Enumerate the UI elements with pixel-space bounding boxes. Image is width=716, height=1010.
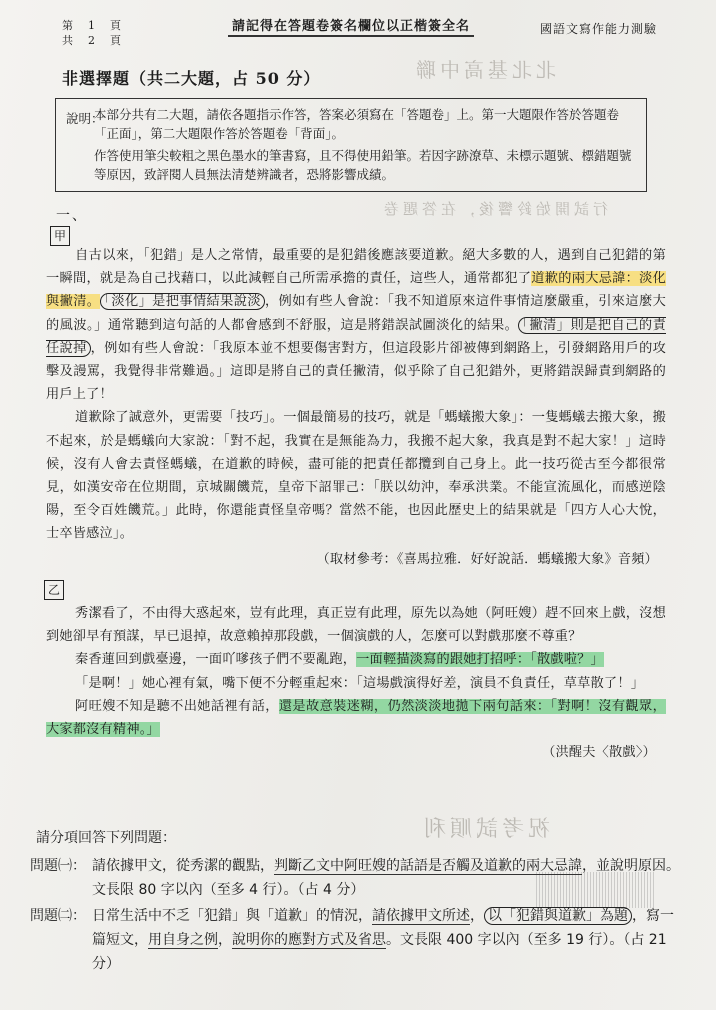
part-one-label: 一、 — [56, 208, 88, 224]
instruction-label: 說明： — [66, 111, 104, 126]
instruction-box — [55, 98, 647, 192]
question-2-text-d: ， — [218, 932, 232, 948]
instruction-paragraph-2: 作答使用筆尖較粗之黑色墨水的筆書寫，且不得使用鉛筆。若因字跡潦草、未標示題號、標錯題號等原因，致評閱人員無法清楚辨識者，恐將影響成績。 — [94, 148, 632, 182]
page-number-current: 第 1 頁 — [62, 19, 123, 32]
question-2-text-b: ， — [470, 908, 484, 924]
passage-b-paragraph-4 — [46, 695, 666, 741]
page-number-total: 共 2 頁 — [62, 34, 123, 47]
question-2-underline-3: 說明你的應對方式及省思 — [232, 932, 386, 948]
question-2-underline-1: 請依據甲文所述 — [372, 908, 470, 924]
question-1-text — [92, 854, 680, 902]
question-1-text-a: 請依據甲文，從秀潔的觀點， — [92, 858, 274, 874]
bleed-through-text-top: 北北基高中聯 — [412, 58, 556, 82]
question-1-underline: 判斷乙文中阿旺嫂的話語是否觸及道歉的兩大忌諱 — [274, 858, 582, 874]
question-2 — [30, 904, 680, 976]
question-2-text-e: 。文長限 400 字以內（至多 19 行）。（占 21 分） — [92, 932, 667, 972]
passage-b-source: （洪醒夫〈散戲〉） — [542, 745, 656, 761]
section-title: 非選擇題（共二大題，占 50 分） — [62, 69, 321, 88]
highlight-apology-taboos: 道歉的兩大忌諱：淡化與撇清。 — [46, 271, 667, 310]
signature-notice: 請記得在答題卷簽名欄位以正楷簽全名 — [228, 14, 474, 37]
passage-b — [46, 602, 666, 764]
instruction-paragraph-1: 本部分共有二大題，請依各題指示作答，答案必須寫在「答題卷」上。第一大題限作答於答題卷「正面」，第二大題限作答於答題卷「背面」。 — [94, 107, 620, 141]
question-1-label: 問題㈠： — [30, 858, 86, 874]
exam-title: 國語文寫作能力測驗 — [540, 22, 658, 36]
question-1-text-b: ，並說明原因。文長限 80 字以內（至多 4 行）。（占 4 分） — [92, 858, 680, 898]
circled-deflect-phrase: 「撇清」則是把自己的責任說掉 — [46, 317, 666, 356]
passage-b-paragraph-2 — [46, 648, 666, 671]
bleed-through-text-mid: 行試開始鈴響後，在答題卷 — [380, 200, 609, 218]
passage-b-paragraph-1: 秀潔看了，不由得大惑起來，豈有此理，真正豈有此理，原先以為她（阿旺嫂）趕不回來上戲，沒想到她卻早有預謀，早已退掉，故意賴掉那段戲，一個演戲的人，怎麼可以對戲那麼不尊重？ — [46, 606, 666, 645]
question-2-circled-title: 以「犯錯與道歉」為題 — [484, 907, 632, 925]
question-1 — [30, 854, 680, 902]
passage-b-label: 乙 — [44, 580, 64, 600]
highlight-feigned-confusion: 還是故意裝迷糊， — [278, 698, 388, 714]
passage-a-label: 甲 — [50, 226, 70, 246]
page-number — [62, 18, 123, 48]
question-2-text-a: 日常生活中不乏「犯錯」與「道歉」的情況， — [92, 908, 372, 924]
passage-a-text-1: 自古以來，「犯錯」是人之常情，最重要的是犯錯後應該要道歉。絕大多數的人，遇到自己犯錯的第一瞬間，就是為自己找藉口，以此減輕自己所需承擔的責任，這些人，通常都犯了 — [46, 248, 666, 287]
questions-intro: 請分項回答下列問題： — [36, 830, 176, 846]
passage-a-source: （取材參考：《喜馬拉雅．好好說話．螞蟻搬大象》音頻） — [316, 551, 658, 567]
passage-a-paragraph-2: 道歉除了誠意外，更需要「技巧」。一個最簡易的技巧，就是「螞蟻搬大象」：一隻螞蟻去搬大象，搬不起來，於是螞蟻向大家說：「對不起，我實在是無能為力，我搬不起大象，我真是對不起大家！」這時候，沒有人會去責怪螞蟻，在道歉的時候，盡可能的把責任都攬到自己身上。此一技巧從古至今都很常見，如漢安帝在位期間，京城關饑荒，皇帝下詔罪己：「朕以幼沖，奉承洪業。不能宣流風化，而感逆陰陽，至令百姓饑荒。」此時，你還能責怪皇帝嗎？當然不能，也因此歷史上的結果就是「四方人心大悅，士卒皆感泣」。 — [46, 410, 666, 542]
passage-b-text-2: 阿旺嫂不知是聽不出她話裡有話， — [75, 698, 279, 714]
passage-a — [46, 244, 666, 571]
passage-a-text-3: ，例如有些人會說：「我原本並不想要傷害對方，但這段影片卻被傳到網路上，引發網路用戶的攻擊及謾罵，我覺得非常難過。」這即是將自己的責任撇清，似乎除了自己犯錯外，更將錯誤歸責到網路的用戶上了！ — [46, 340, 666, 403]
passage-b-paragraph-3: 「是啊！」她心裡有氣，嘴下便不分輕重起來：「這場戲演得好差，演員不負責任，草草散了！」 — [75, 675, 645, 691]
highlight-casual-greeting: 一面輕描淡寫的跟她打招呼：「散戲啦？」 — [356, 652, 604, 668]
circled-dilute-phrase: 「淡化」是把事情結果說淡 — [100, 293, 265, 310]
bleed-through-text-bottom: 祝考試順利 — [420, 817, 551, 842]
question-2-text — [92, 904, 680, 976]
questions-section — [30, 826, 680, 976]
highlight-reply: 仍然淡淡地拋下兩句話來：「對啊！沒有觀眾，大家都沒有精神。」 — [46, 698, 666, 738]
question-2-text-c: ，寫一篇短文， — [92, 908, 674, 948]
question-2-underline-2: 用自身之例 — [148, 932, 218, 948]
question-2-label: 問題㈡： — [30, 908, 86, 924]
passage-b-text-1: 秦香蓮回到戲臺邊，一面吖嗲孩子們不要亂跑， — [75, 652, 357, 668]
passage-a-text-2: ，例如有些人會說：「我不知道原來這件事情這麼嚴重，引來這麼大的風波。」通常聽到這句話的人都會感到不舒服，這是將錯誤試圖淡化的結果。 — [46, 294, 666, 333]
passage-a-paragraph-1 — [46, 244, 666, 406]
